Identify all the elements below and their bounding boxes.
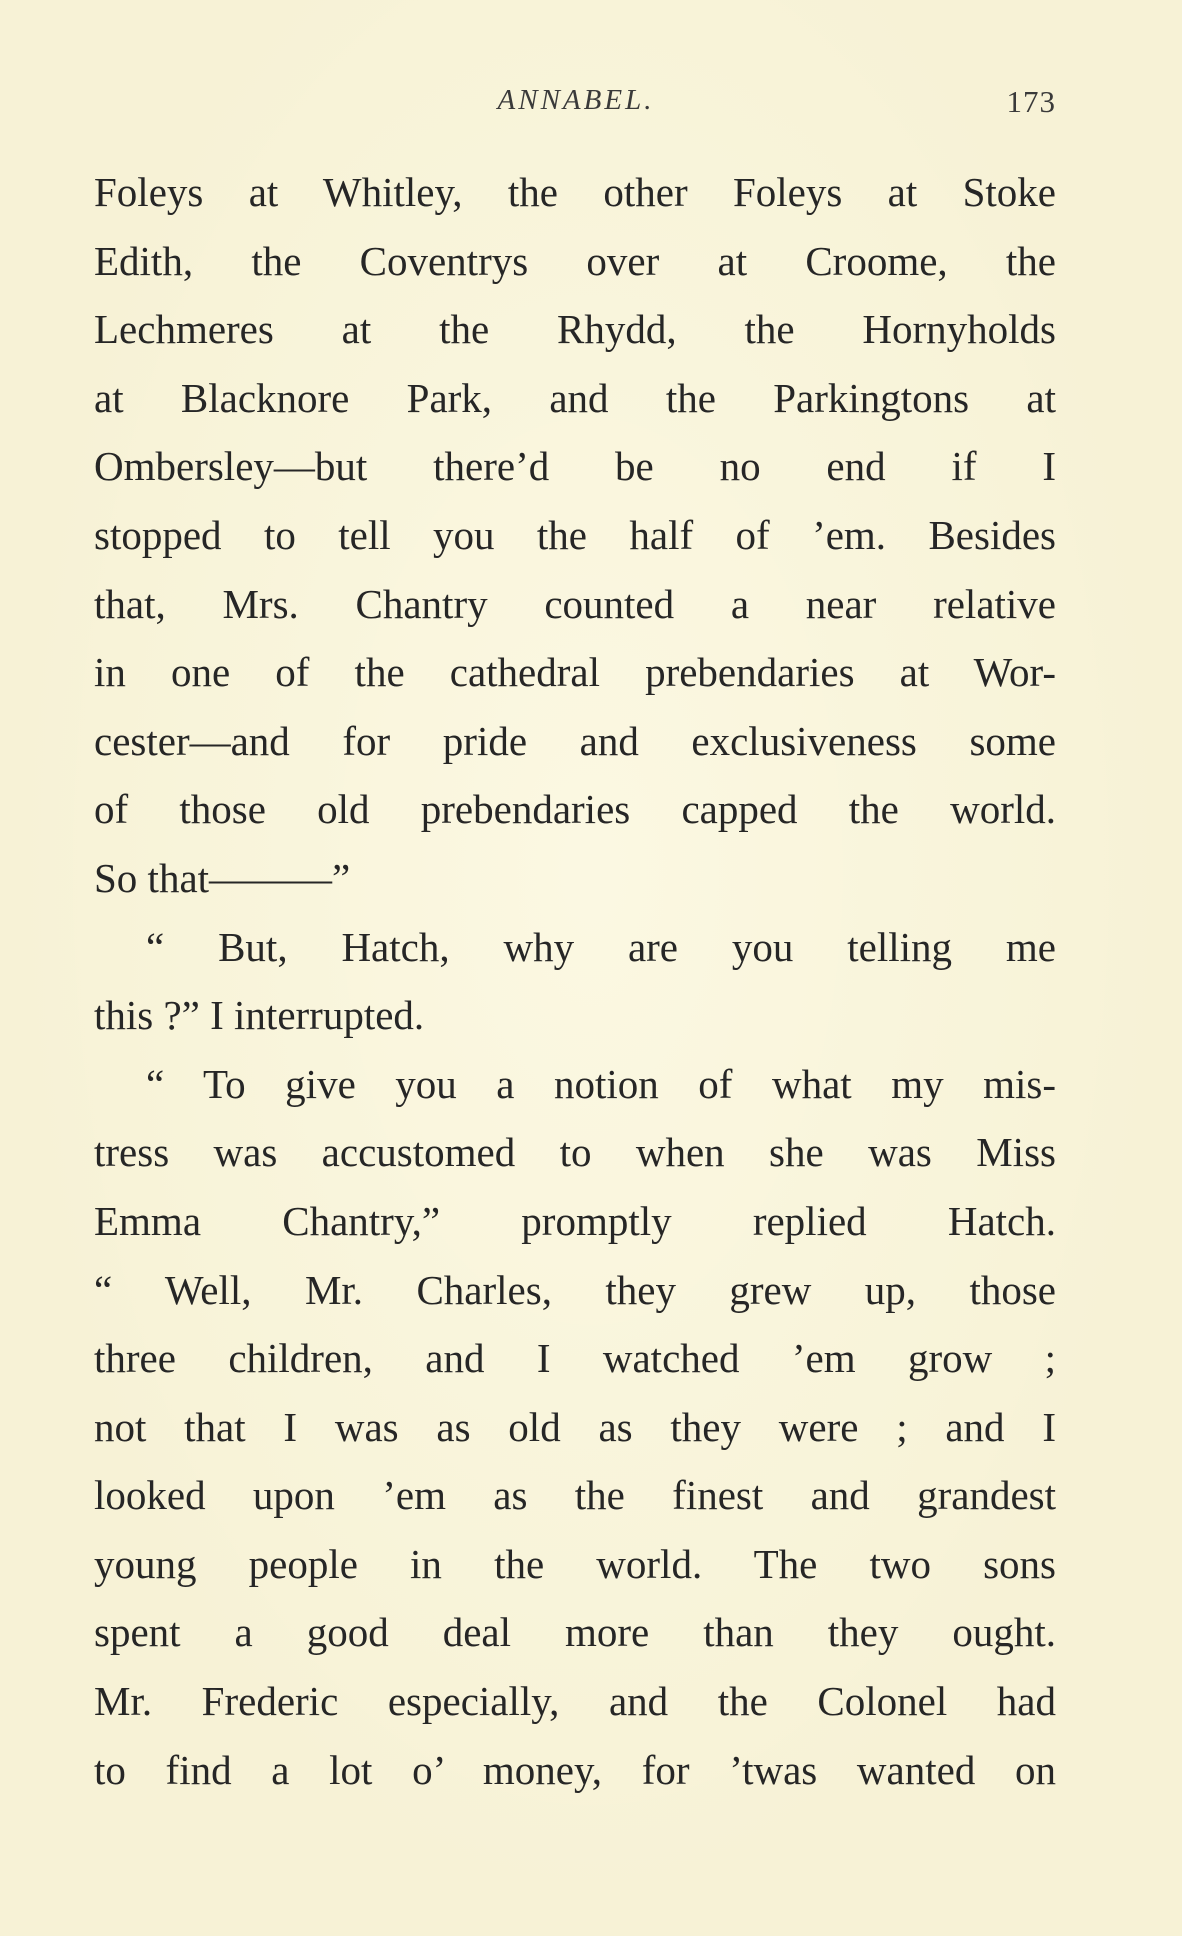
page-number: 173: [1006, 84, 1056, 119]
text-line: not that I was as old as they were ; and I: [94, 1403, 1056, 1450]
body-text: [94, 158, 1056, 1804]
text-line: tress was accustomed to when she was Miss: [94, 1129, 1056, 1176]
text-line: Foleys at Whitley, the other Foleys at Stoke: [94, 169, 1056, 215]
text-line: at Blacknore Park, and the Parkingtons at: [94, 374, 1056, 421]
text-line: Edith, the Coventrys over at Croome, the: [94, 237, 1056, 284]
text-line: Mr. Frederic especially, and the Colonel had: [94, 1678, 1056, 1725]
text-line: this ?” I interrupted.: [94, 992, 425, 1039]
text-line: young people in the world. The two sons: [94, 1540, 1056, 1587]
text-line: to find a lot o’ money, for ’twas wanted on: [94, 1746, 1056, 1793]
text-line: So that———”: [94, 854, 351, 901]
text-line: in one of the cathedral prebendaries at Wor-: [94, 649, 1056, 696]
running-title: ANNABEL.: [497, 84, 655, 116]
text-line: Lechmeres at the Rhydd, the Hornyholds: [94, 306, 1056, 353]
text-line: “ But, Hatch, why are you telling me: [146, 923, 1056, 970]
text-line: “ To give you a notion of what my mis-: [146, 1060, 1056, 1107]
text-line: looked upon ’em as the finest and grandest: [94, 1472, 1056, 1519]
text-line: of those old prebendaries capped the world.: [94, 786, 1056, 833]
text-line: Emma Chantry,” promptly replied Hatch.: [94, 1197, 1056, 1244]
text-line: Ombersley—but there’d be no end if I: [94, 443, 1056, 490]
text-line: spent a good deal more than they ought.: [94, 1609, 1056, 1656]
text-line: cester—and for pride and exclusiveness some: [94, 717, 1056, 764]
running-head: [96, 84, 1056, 124]
text-line: three children, and I watched ’em grow ;: [94, 1335, 1056, 1382]
text-line: “ Well, Mr. Charles, they grew up, those: [94, 1266, 1056, 1313]
text-line: that, Mrs. Chantry counted a near relative: [94, 580, 1056, 627]
text-line: stopped to tell you the half of ’em. Besides: [94, 511, 1056, 558]
